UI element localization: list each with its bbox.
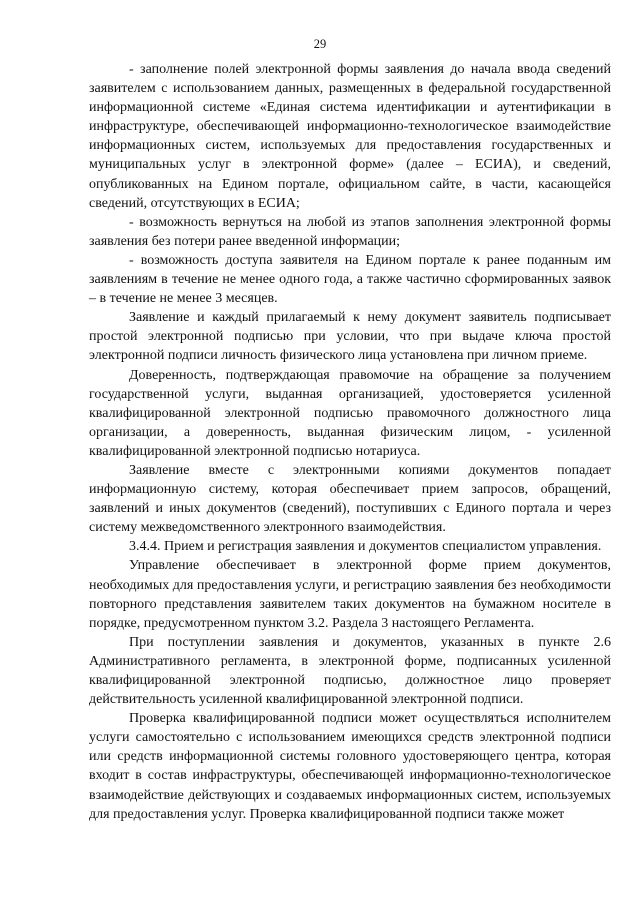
paragraph-return-to-step: - возможность вернуться на любой из этапов заполнения электронной формы заявления без потери ранее введенной информации; [89,214,611,249]
paragraph-information-system: Заявление вместе с электронными копиями документов попадает информационную систему, которая обеспечивает прием запросов, обращений, заявлений и иных документов (сведений), поступивших с Единого портала и через систему межведомственного электронного взаимодействия. [89,462,611,536]
paragraph-electronic-reception: Управление обеспечивает в электронной форме прием документов, необходимых для предоставления услуги, и регистрацию заявления без необходимости повторного представления заявителем таких документов на бумажном носителе в порядке, предусмотренном пунктом 3.2. Раздела 3 настоящего Регламента. [89,558,611,631]
paragraph-power-of-attorney: Доверенность, подтверждающая правомочие на обращение за получением государственной услуги, выданная организацией, удостоверяется усиленной квалифицированной электронной подписью правомочного должностного лица организации, а доверенность, выданная физическим лицом, - усиленной квалифицированной электронной подписью нотариуса. [89,367,611,459]
paragraph-signature-verification: При поступлении заявления и документов, указанных в пункте 2.6 Административного регламента, в электронной форме, подписанных усиленной квалифицированной электронной подписью, должностное лицо проверяет действительность усиленной квалифицированной электронной подписи. [89,634,611,708]
paragraph-section-3-4-4: 3.4.4. Прием и регистрация заявления и документов специалистом управления. [129,539,602,555]
body-text [89,60,611,824]
paragraph-simple-signature: Заявление и каждый прилагаемый к нему документ заявитель подписывает простой электронной подписью при условии, что при выдаче ключа простой электронной подписи личность физического лица установлена при личном приеме. [89,310,611,364]
paragraph-esia-autofill: - заполнение полей электронной формы заявления до начала ввода сведений заявителем с использованием данных, размещенных в федеральной государственной информационной системе «Единая система идентификации и аутентификации в инфраструктуре, обеспечивающей информационно-технологическое взаимодействие информационных систем, используемых для предоставления государственных и муниципальных услуг в электронной форме» (далее – ЕСИА), и сведений, опубликованных на Едином портале, официальном сайте, в части, касающейся сведений, отсутствующих в ЕСИА; [89,62,611,211]
paragraph-qualified-signature-check: Проверка квалифицированной подписи может осуществляться исполнителем услуги самостоятельно с использованием имеющихся средств электронной подписи или средств информационной системы головного удостоверяющего центра, которая входит в состав инфраструктуры, обеспечивающей информационно-технологическое взаимодействие действующих и создаваемых информационных систем, используемых для предоставления услуг. Проверка квалифицированной подписи также может [89,711,611,822]
paragraph-access-to-applications: - возможность доступа заявителя на Едином портале к ранее поданным им заявлениям в течение не менее одного года, а также частично сформированных заявок – в течение не менее 3 месяцев. [89,252,611,307]
page-number: 29 [313,37,327,51]
